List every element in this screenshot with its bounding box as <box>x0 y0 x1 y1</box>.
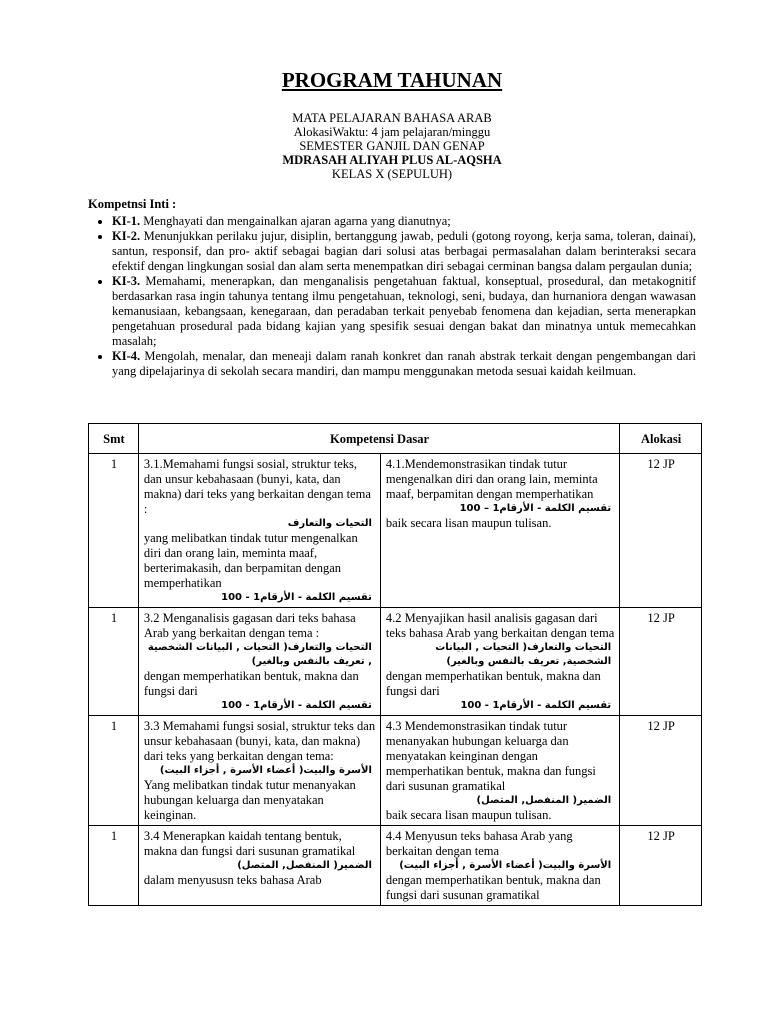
kd4-text: dengan memperhatikan bentuk, makna dan fungsi dari susunan gramatikal <box>385 873 601 902</box>
kd4-cell <box>380 454 619 608</box>
kd4-arabic-theme: الأسرة والبيت( أعضاء الأسرة , أجزاء البيت) <box>399 860 612 871</box>
kd3-arabic-grammar: تقسيم الكلمة - الأرقام1 - 100 <box>221 700 372 711</box>
kd4-text: baik secara lisan maupun tulisan. <box>385 516 552 530</box>
kd4-text: 4.1.Mendemonstrasikan tindak tutur mengenalkan diri dan orang lain, meminta maaf, berpamitan dengan memperhatikan <box>385 457 598 501</box>
kd3-text: Yang melibatkan tindak tutur menanyakan hubungan keluarga dan menyatakan keinginan. <box>143 778 356 822</box>
document-title: PROGRAM TAHUNAN <box>281 68 503 92</box>
table-row <box>89 608 702 716</box>
ki-text: Menunjukkan perilaku jujur, disiplin, bertanggung jawab, peduli (gotong royong, kerja sama, toleran, dainai), santun, responsif, dan pro- aktif sebagai bagian dari solusi atas berbagai permasalahan dalam berinteraksi secara efektif dengan lingkungan sosial dan alam serta menempatkan diri sebagai cerminan bangsa dalam pergaulan dunia; <box>112 229 696 273</box>
subject-line: MATA PELAJARAN BAHASA ARAB <box>292 111 492 125</box>
ki-text: Menghayati dan mengainalkan ajaran agarna yang dianutnya; <box>140 214 451 228</box>
kompetensi-dasar-table <box>88 423 702 906</box>
table-row <box>89 826 702 906</box>
kd4-text: 4.2 Menyajikan hasil analisis gagasan dari teks bahasa Arab yang berkaitan dengan tema <box>385 611 615 640</box>
smt-cell: 1 <box>89 608 139 716</box>
school-name: MDRASAH ALIYAH PLUS AL-AQSHA <box>282 153 502 167</box>
kd3-text: yang melibatkan tindak tutur mengenalkan diri dan orang lain, meminta maaf, berterimakasih, dan berpamitan dengan memperhatikan <box>143 531 358 590</box>
smt-cell: 1 <box>89 454 139 608</box>
kd3-cell <box>138 608 380 716</box>
ki-text: Mengolah, menalar, dan meneaji dalam ranah konkret dan ranah abstrak terkait dengan pengembangan dari yang dipelajarinya di sekolah secara mandiri, dan mampu menggunakan metoda sesuai kaidah keilmuan. <box>112 349 696 378</box>
ki-text: Memahami, menerapkan, dan menganalisis pengetahuan faktual, konseptual, prosedural, dan metakognitif berdasarkan rasa ingin tahunya tentang ilmu pengetahuan, teknologi, seni, budaya, dan hurnaniora dengan wawasan kemanusiaan, kebangsaan, kenegaraan, dan peradaban terkait penyebab fenomena dan kejadian, serta menerapkan pengetahuan prosedural pada bidang kajian yang spesifik sesuai dengan bakat dan minatnya untuk memecahkan masalah; <box>112 274 696 348</box>
kd4-text: 4.4 Menyusun teks bahasa Arab yang berkaitan dengan tema <box>385 829 573 858</box>
kd4-cell <box>380 716 619 826</box>
table-row <box>89 716 702 826</box>
ki-code: KI-3. <box>112 274 141 288</box>
kd3-text: dengan memperhatikan bentuk, makna dan fungsi dari <box>143 669 359 698</box>
ki-item <box>112 349 696 379</box>
kd3-arabic-grammar: تقسيم الكلمة - الأرقام1 - 100 <box>221 592 372 603</box>
kd4-arabic-grammar: الضمير( المنفصل, المتصل) <box>476 795 612 806</box>
kd3-cell <box>138 826 380 906</box>
kd4-text: 4.3 Mendemonstrasikan tindak tutur menanyakan hubungan keluarga dan menyatakan keinginan dengan memperhatikan bentuk, makna dan fungsi dari susunan gramatikal <box>385 719 596 793</box>
kd3-arabic-grammar: الضمير( المنفصل, المتصل) <box>237 860 372 871</box>
semester-line: SEMESTER GANJIL DAN GENAP <box>299 139 485 153</box>
table-header-row <box>89 424 702 454</box>
kd3-arabic-theme: الأسرة والبيت( أعضاء الأسرة , أجزاء البيت) <box>159 765 372 776</box>
header-alokasi: Alokasi <box>620 424 702 454</box>
kd4-arabic-grammar: تقسيم الكلمة - الأرقام1 - 100 <box>460 700 612 711</box>
ki-code: KI-1. <box>112 214 141 228</box>
kd3-cell <box>138 454 380 608</box>
kd3-cell <box>138 716 380 826</box>
kd4-text: baik secara lisan maupun tulisan. <box>385 808 552 822</box>
kd3-text: 3.2 Menganalisis gagasan dari teks bahasa Arab yang berkaitan dengan tema : <box>143 611 356 640</box>
kd3-text: 3.4 Menerapkan kaidah tentang bentuk, makna dan fungsi dari susunan gramatikal <box>143 829 356 858</box>
kd4-arabic-grammar: تقسيم الكلمة - الأرقام1 – 100 <box>459 503 612 514</box>
kompetensi-inti-heading: Kompetnsi Inti : <box>88 197 177 211</box>
ki-item <box>112 214 696 229</box>
kd4-cell <box>380 608 619 716</box>
alokasi-cell: 12 JP <box>620 716 702 826</box>
document-header <box>88 68 696 181</box>
smt-cell: 1 <box>89 826 139 906</box>
ki-code: KI-4. <box>112 349 141 363</box>
kd4-arabic-theme: التحيات والتعارف( التحيات , البيانات الشخصية, تعريف بالنفس وبالغير) <box>435 642 612 667</box>
header-smt: Smt <box>89 424 139 454</box>
kd3-arabic-theme: التحيات والتعارف( التحيات , البيانات الشخصية , تعريف بالنفس وبالغير) <box>147 642 372 667</box>
alokasi-cell: 12 JP <box>620 454 702 608</box>
kd4-text: dengan memperhatikan bentuk, makna dan fungsi dari <box>385 669 601 698</box>
kd4-cell <box>380 826 619 906</box>
time-allocation-line: AlokasiWaktu: 4 jam pelajaran/minggu <box>293 125 491 139</box>
table-row <box>89 454 702 608</box>
ki-item <box>112 274 696 349</box>
kd3-text: 3.3 Memahami fungsi sosial, struktur teks dan unsur kebahasaan (bunyi, kata, dan makna) dari teks yang berkaitan dengan tema: <box>143 719 376 763</box>
header-kompetensi-dasar: Kompetensi Dasar <box>138 424 619 454</box>
smt-cell: 1 <box>89 716 139 826</box>
ki-item <box>112 229 696 274</box>
kompetensi-inti-list <box>88 214 696 379</box>
kd3-arabic-theme: التحيات والتعارف <box>287 518 372 529</box>
ki-code: KI-2. <box>112 229 141 243</box>
kd3-text: 3.1.Memahami fungsi sosial, struktur teks, dan unsur kebahasaan (bunyi, kata, dan makna) dari teks yang berkaitan dengan tema : <box>143 457 371 516</box>
alokasi-cell: 12 JP <box>620 826 702 906</box>
class-line: KELAS X (SEPULUH) <box>331 167 453 181</box>
alokasi-cell: 12 JP <box>620 608 702 716</box>
kd3-text: dalam menyususn teks bahasa Arab <box>143 873 322 887</box>
